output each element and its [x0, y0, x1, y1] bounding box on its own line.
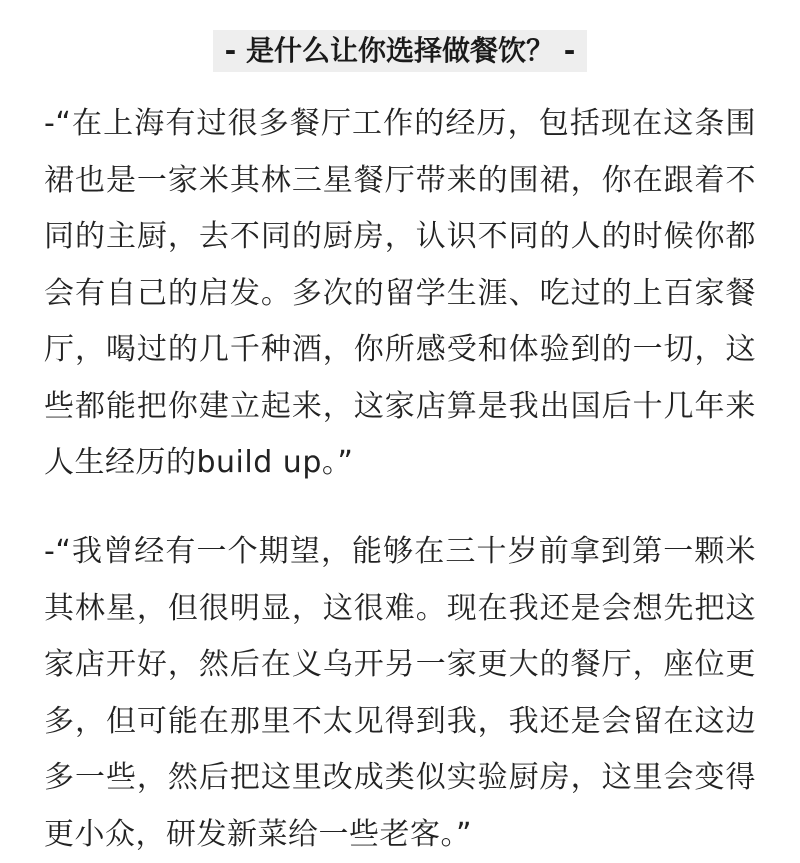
- section-heading: - 是什么让你选择做餐饮？ -: [213, 30, 588, 72]
- paragraph-2: -“我曾经有一个期望，能够在三十岁前拿到第一颗米其林星，但很明显，这很难。现在我还是会想先把这家店开好，然后在义乌开另一家更大的餐厅，座位更多，但可能在那里不太见得到我，我还是会留在这边多一些，然后把这里改成类似实验厨房，这里会变得更小众，研发新菜给一些老客。”: [44, 534, 756, 852]
- section-heading-wrapper: [0, 30, 800, 72]
- paragraph-1: -“在上海有过很多餐厅工作的经历，包括现在这条围裙也是一家米其林三星餐厅带来的围裙，你在跟着不同的主厨，去不同的厨房，认识不同的人的时候你都会有自己的启发。多次的留学生涯、吃过的上百家餐厅，喝过的几千种酒，你所感受和体验到的一切，这些都能把你建立起来，这家店算是我出国后十几年来人生经历的build up。”: [44, 106, 756, 480]
